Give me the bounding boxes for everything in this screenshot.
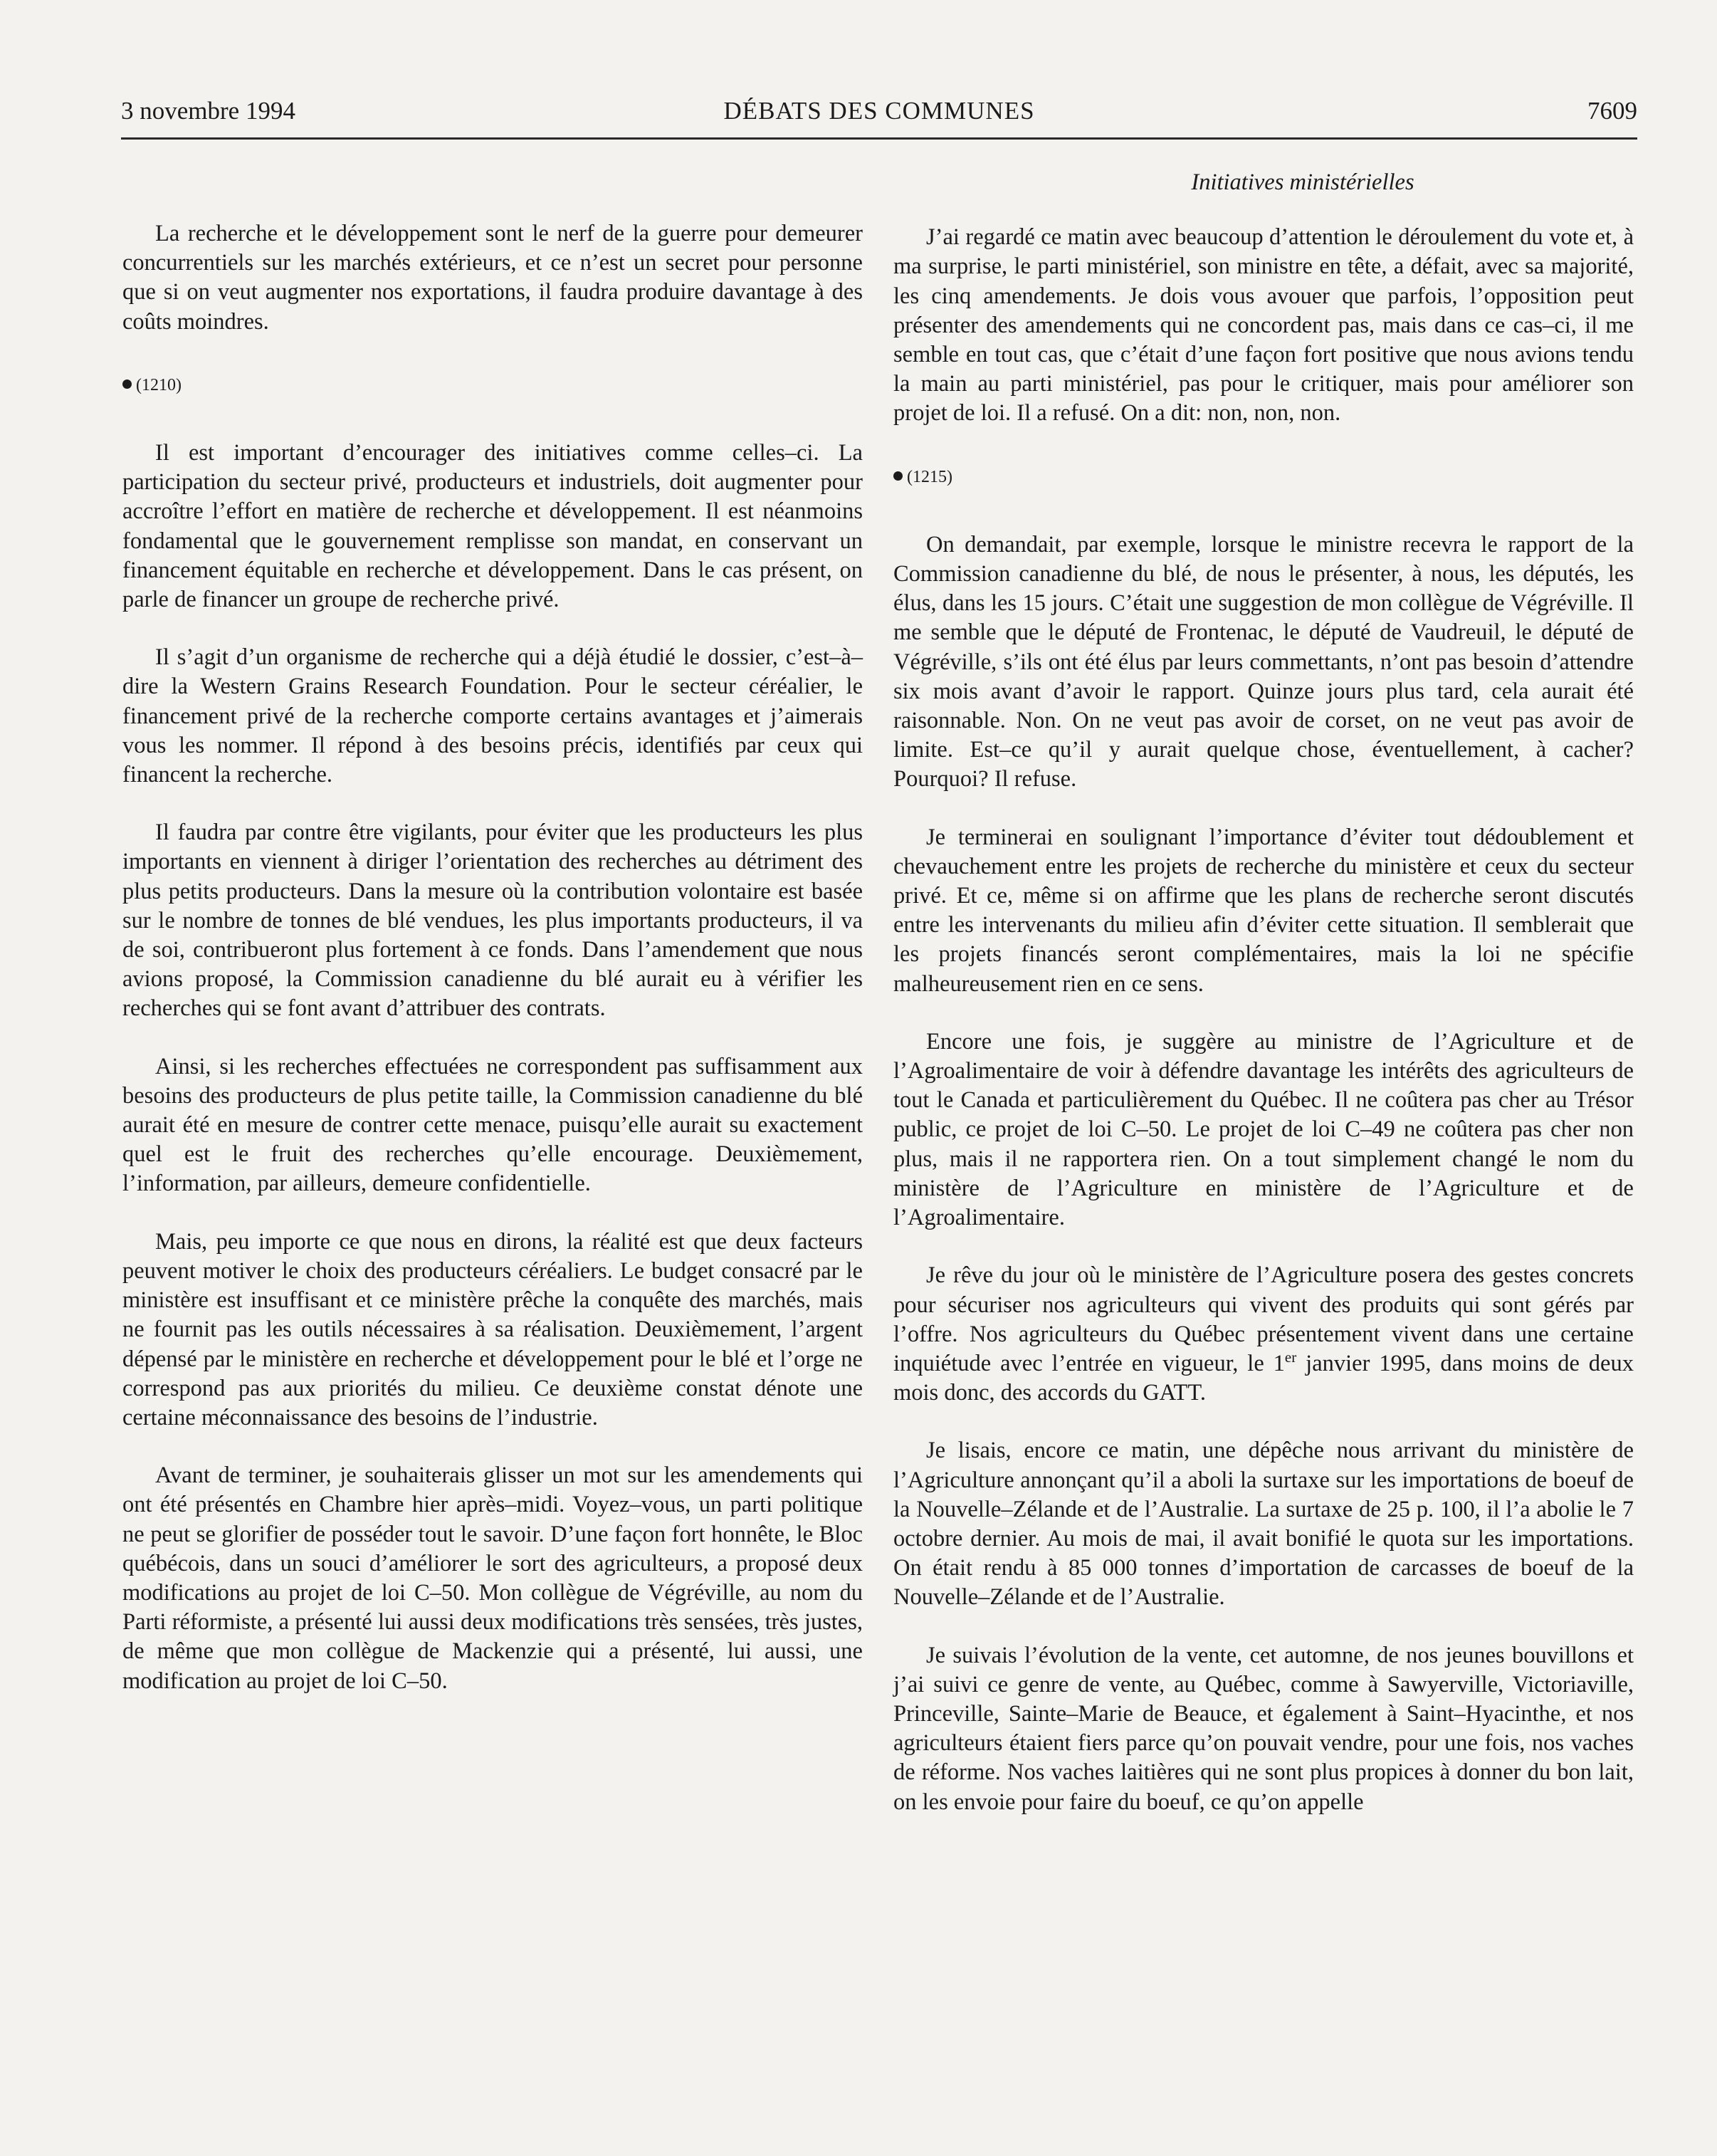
page-header <box>121 91 1637 134</box>
paragraph: Il faudra par contre être vigilants, pour éviter que les producteurs les plus importants en viennent à diriger l’orientation des recherches au détriment des plus petits producteurs. Dans la mesure où la contribution volontaire est basée sur le nombre de tonnes de blé vendues, les plus importants producteurs, il va de soi, contribueront plus fortement à ce fonds. Dans l’amendement que nous avions proposé, la Commission canadienne du blé aurait eu à vérifier les recherches qui se font avant d’attribuer des contrats. <box>122 820 863 1022</box>
paragraph: Encore une fois, je suggère au ministre de l’Agriculture et de l’Agroalimentaire de voir à défendre davantage les intérêts des agriculteurs de tout le Canada et particulièrement du Québec. Il ne coûtera pas cher au Trésor public, ce projet de loi C–50. Le projet de loi C–49 ne coûtera pas cher non plus, mais il ne rapportera rien. On a tout simplement changé le nom du ministère de l’Agriculture en ministère de l’Agriculture et de l’Agroalimentaire. <box>893 1028 1634 1231</box>
paragraph: Je suivais l’évolution de la vente, cet automne, de nos jeunes bouvillons et j’ai suivi ce genre de vente, au Québec, comme à Sawyerville, Victoriaville, Princeville, Sainte–Marie de Beauce, et également à Saint–Hyacinthe, et nos agriculteurs étaient fiers parce qu’on pouvait vendre, pour une fois, nos vaches de réforme. Nos vaches laitières qui ne sont plus propices à donner du bon lait, on les envoie pour faire du boeuf, ce qu’on appelle <box>893 1642 1634 1815</box>
paragraph: Je lisais, encore ce matin, une dépêche nous arrivant du ministère de l’Agriculture annonçant qu’il a aboli la surtaxe sur les importations de boeuf de la Nouvelle–Zélande et de l’Australie. La surtaxe de 25 p. 100, il l’a abolie le 7 octobre dernier. Au mois de mai, il avait bonifié le quota sur les importations. On était rendu à 85 000 tonnes d’importation de carcasses de boeuf de la Nouvelle–Zélande et de l’Australie. <box>893 1438 1634 1611</box>
paragraph: Mais, peu importe ce que nous en dirons, la réalité est que deux facteurs peuvent motiver le choix des producteurs céréaliers. Le budget consacré par le ministère est insuffisant et ce ministère prêche la conquête des marchés, mais ne fournit pas les outils nécessaires à sa réalisation. Deuxièmement, l’argent dépensé par le ministère en recherche et développement pour le blé et l’orge ne correspond pas aux priorités du milieu. Ce deuxième constat dénote une certaine méconnaissance des besoins de l’industrie. <box>122 1228 863 1430</box>
left-column <box>122 219 863 1725</box>
paragraph: La recherche et le développement sont le nerf de la guerre pour demeurer concurrentiels sur les marchés extérieurs, et ce n’est un secret pour personne que si on veut augmenter nos exportations, il faudra produire davantage à des coûts moindres. <box>122 221 863 335</box>
header-date: 3 novembre 1994 <box>121 97 295 125</box>
bullet-icon <box>122 380 132 389</box>
paragraph: Il s’agit d’un organisme de recherche qui a déjà étudié le dossier, c’est–à–dire la Western Grains Research Foundation. Pour le secteur céréalier, le financement privé de la recherche comporte certains avantages et j’aimerais vous les nommer. Il répond à des besoins précis, identifiés par ceux qui financent la recherche. <box>122 644 863 788</box>
paragraph: On demandait, par exemple, lorsque le ministre recevra le rapport de la Commission canadienne du blé, de nous le présenter, à nous, les députés, les élus, dans les 15 jours. C’était une suggestion de mon collègue de Végréville. Il me semble que le député de Frontenac, le député de Vaudreuil, le député de Végréville, s’ils ont été élus par leurs commettants, n’ont pas besoin d’attendre six mois avant d’avoir le rapport. Quinze jours plus tard, cela aurait été raisonnable. Non. On ne veut pas avoir de corset, on ne veut pas avoir de limite. Est–ce qu’il y aurait quelque chose, éventuellement, à cacher? Pourquoi? Il refuse. <box>893 531 1634 792</box>
right-column <box>893 164 1634 1846</box>
paragraph: Avant de terminer, je souhaiterais glisser un mot sur les amendements qui ont été présentés en Chambre hier après–midi. Voyez–vous, un parti politique ne peut se glorifier de posséder tout le savoir. D’une façon fort honnête, le Bloc québécois, dans un souci d’améliorer le sort des agriculteurs, a proposé deux modifications au projet de loi C–50. Mon collègue de Végréville, au nom du Parti réformiste, a présenté lui aussi deux modifications très sensées, très justes, de même que mon collègue de Mackenzie qui a présenté, lui aussi, une modification au projet de loi C–50. <box>122 1462 863 1694</box>
time-stamp: (1210) <box>122 371 863 400</box>
section-heading: Initiatives ministérielles <box>1191 169 1414 195</box>
paragraph: Je rêve du jour où le ministère de l’Agriculture posera des gestes concrets pour sécuriser nos agriculteurs qui vivent des produits qui sont gérés par l’offre. Nos agriculteurs du Québec présentement vivent dans une certaine inquiétude avec l’entrée en vigueur, le 1er janvier 1995, dans moins de deux mois donc, des accords du GATT. <box>893 1262 1634 1406</box>
page-number: 7609 <box>1587 97 1637 125</box>
header-rule <box>121 137 1637 140</box>
time-stamp: (1215) <box>893 463 1634 492</box>
bullet-icon <box>893 471 903 481</box>
paragraph: J’ai regardé ce matin avec beaucoup d’attention le déroulement du vote et, à ma surprise, le parti ministériel, son ministre en tête, a défait, avec sa majorité, les cinq amendements. Je dois vous avouer que parfois, l’opposition peut présenter des amendements qui ne concordent pas, mais dans ce cas–ci, il me semble en tout cas, que c’était d’une façon fort positive que nous avions tendu la main au parti ministériel, pas pour le critiquer, mais pour améliorer son projet de loi. Il a refusé. On a dit: non, non, non. <box>893 224 1634 427</box>
paragraph: Ainsi, si les recherches effectuées ne correspondent pas suffisamment aux besoins des producteurs de plus petite taille, la Commission canadienne du blé aurait été en mesure de contrer cette menace, puisqu’elle aurait su exactement quel est le fruit des recherches qu’elle encourage. Deuxièmement, l’information, par ailleurs, demeure confidentielle. <box>122 1053 863 1197</box>
paragraph: Je terminerai en soulignant l’importance d’éviter tout dédoublement et chevauchement entre les projets de recherche du ministère et ceux du secteur privé. Et ce, même si on affirme que les plans de recherche seront discutés entre les intervenants du milieu afin d’éviter cette situation. Il semblerait que les projets financés seront complémentaires, mais la loi ne spécifie malheureusement rien en ce sens. <box>893 824 1634 997</box>
paragraph: Il est important d’encourager des initiatives comme celles–ci. La participation du secteur privé, producteurs et industriels, doit augmenter pour accroître l’effort en matière de recherche et développement. Il est néanmoins fondamental que le gouvernement remplisse son mandat, en conservant un financement équitable en recherche et développement. Dans le cas présent, on parle de financer un groupe de recherche privé. <box>122 440 863 613</box>
header-title: DÉBATS DES COMMUNES <box>723 97 1035 125</box>
